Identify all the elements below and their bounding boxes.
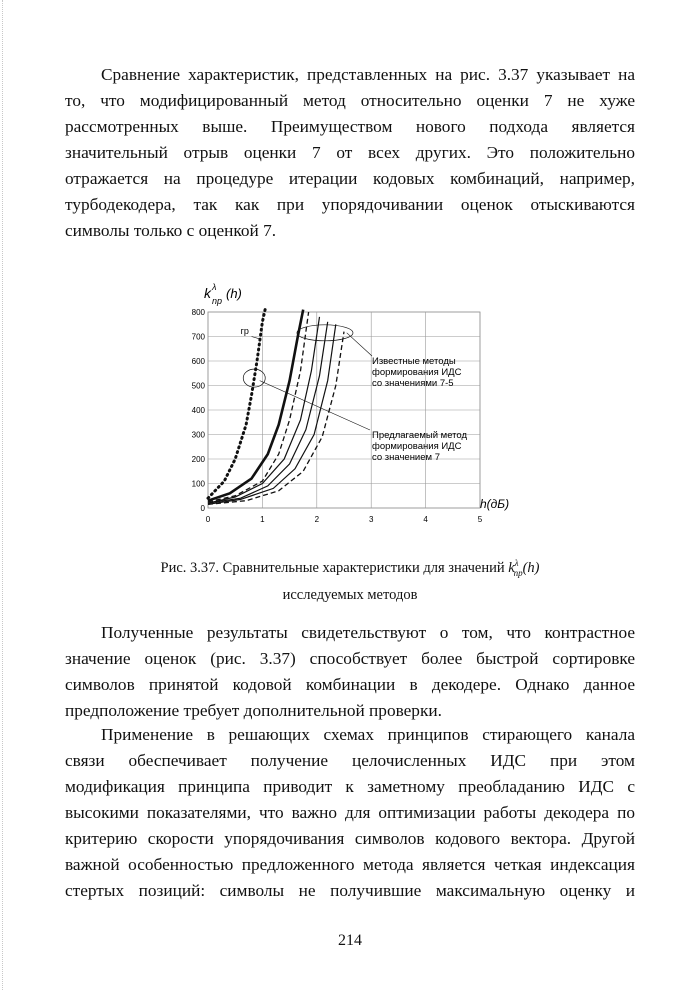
- y-axis-label: k: [204, 285, 211, 301]
- text-line: символы только с оценкой 7.: [65, 221, 277, 240]
- text-line: значение оценок (рис. 3.37) способствует более быстрой сортировке: [65, 649, 635, 668]
- caption-line-2: исследуемых методов: [282, 586, 418, 603]
- figure-3-37: [190, 282, 510, 532]
- y-axis-label-sub: np: [212, 296, 223, 306]
- y-tick-label: 500: [191, 381, 205, 391]
- caption-symbol: $k^\lambda_{np}(h)$: [508, 558, 540, 578]
- y-tick-label: 400: [191, 406, 205, 415]
- caption-line-1: [65, 552, 635, 584]
- proposed-method-label: формирования ИДС: [372, 441, 462, 452]
- chart-svg: [190, 282, 510, 532]
- y-axis-label-lambda: λ: [212, 282, 217, 292]
- margin-guide: [2, 0, 3, 990]
- text-line: рассмотренных выше. Преимуществом нового подхода является: [65, 117, 635, 136]
- text-line: отражается на процедуре итерации кодовых комбинаций, например,: [65, 169, 635, 188]
- text-line: высокими показателями, что важно для оптимизации работы декодера по: [65, 803, 635, 822]
- x-axis-label: h(дБ): [480, 497, 510, 511]
- paragraph-3: [65, 722, 635, 904]
- gr-label: гр: [240, 326, 249, 337]
- x-tick-label: 1: [260, 515, 265, 524]
- paragraph-2: [65, 620, 635, 724]
- x-tick-label: 5: [477, 515, 483, 524]
- x-tick-label: 2: [314, 515, 320, 524]
- text-line: Полученные результаты свидетельствуют о том, что контрастное: [101, 623, 635, 642]
- y-tick-label: 200: [191, 455, 205, 464]
- text-line: критерию скорости упорядочивания символов кодового вектора. Другой: [65, 829, 635, 848]
- y-tick-label: 0: [200, 504, 205, 513]
- proposed-method-label: со значением 7: [372, 452, 440, 463]
- y-tick-label: 700: [191, 332, 205, 342]
- page-number: 214: [338, 932, 362, 949]
- text-line: символов принятой кодовой комбинации в декодере. Однако данное: [65, 675, 635, 694]
- y-tick-label: 600: [191, 357, 205, 366]
- text-line: модификация принципа приводит к заметному преобладанию ИДС с: [65, 777, 635, 796]
- caption-text: Рис. 3.37. Сравнительные характеристики для значений: [160, 559, 505, 576]
- proposed-method-label: Предлагаемый метод: [372, 430, 468, 441]
- text-line: то, что модифицированный метод относительно оценки 7 не хуже: [65, 91, 635, 110]
- series-line-2: [208, 310, 303, 501]
- y-axis-label-arg: (h): [226, 286, 242, 301]
- text-line: значительный отрыв оценки 7 от всех других. Это положительно: [65, 143, 635, 162]
- text-line: стертых позиций: символы не получившие максимальную оценку и: [65, 881, 635, 900]
- paragraph-1: [65, 62, 635, 244]
- text-line: предположение требует дополнительной проверки.: [65, 701, 442, 720]
- y-tick-label: 800: [191, 308, 205, 317]
- text-line: турбодекодера, так как при упорядочивании оценок отыскиваются: [65, 195, 635, 214]
- x-tick-label: 0: [205, 515, 211, 524]
- x-tick-label: 3: [368, 515, 374, 524]
- text-line: Сравнение характеристик, представленных на рис. 3.37 указывает на: [101, 65, 635, 84]
- text-line: Применение в решающих схемах принципов стирающего канала: [101, 725, 635, 744]
- x-tick-label: 4: [423, 515, 428, 524]
- gr-leader: [252, 337, 260, 339]
- proposed-method-leader: [260, 381, 370, 430]
- y-tick-label: 300: [191, 430, 205, 440]
- text-line: связи обеспечивает получение целочисленных ИДС при этом: [65, 751, 635, 770]
- text-line: важной особенностью предложенного метода является четкая индексация: [65, 855, 635, 874]
- figure-caption: [65, 552, 635, 606]
- series-line-3: [208, 312, 309, 502]
- known-methods-label: со значениями 7-5: [372, 378, 454, 389]
- known-methods-label: Известные методы: [372, 356, 456, 367]
- y-tick-label: 100: [191, 479, 205, 489]
- known-methods-label: формирования ИДС: [372, 367, 462, 378]
